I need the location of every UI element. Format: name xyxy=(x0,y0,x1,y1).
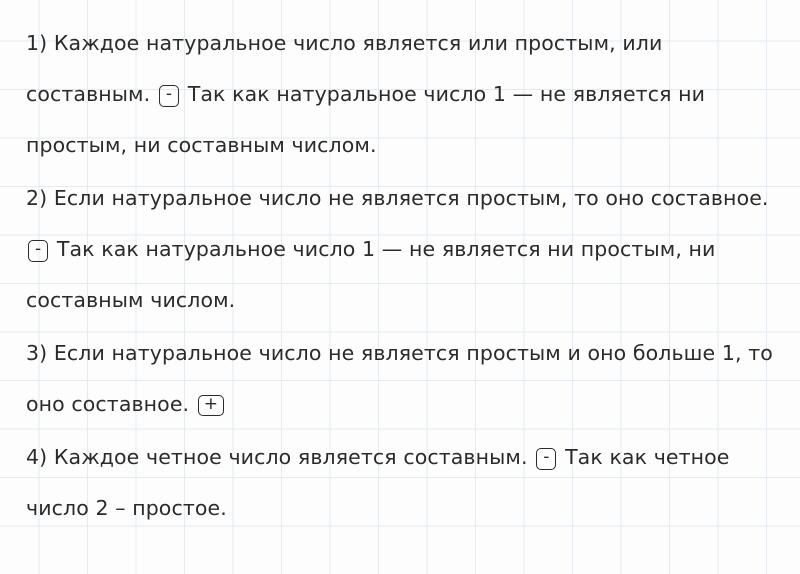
item-number-2: 2) xyxy=(26,186,48,210)
answer-item-4 xyxy=(26,432,776,534)
item-number-1: 1) xyxy=(26,31,48,55)
mark-badge-3: + xyxy=(198,395,224,416)
item-explanation-2: Так как натуральное число 1 — не является ни простым, ни составным числом. xyxy=(26,237,716,312)
item-number-3: 3) xyxy=(26,341,48,365)
answer-item-3 xyxy=(26,328,776,430)
item-explanation-1: Так как натуральное число 1 — не является ни простым, ни составным числом. xyxy=(26,82,706,157)
item-statement-3: Если натуральное число не является простым и оно больше 1, то оно составное. xyxy=(26,341,773,416)
item-statement-1: Каждое натуральное число является или простым, или составным. xyxy=(26,31,663,106)
answer-list xyxy=(26,18,776,534)
item-number-4: 4) xyxy=(26,445,48,469)
item-explanation-4: Так как четное число 2 – простое. xyxy=(26,445,730,520)
mark-badge-4: - xyxy=(536,448,556,470)
answer-item-1 xyxy=(26,18,776,171)
mark-badge-2: - xyxy=(28,240,48,262)
item-statement-2: Если натуральное число не является простым, то оно составное. xyxy=(53,186,769,210)
answer-item-2 xyxy=(26,173,776,326)
item-statement-4: Каждое четное число является составным. xyxy=(53,445,528,469)
mark-badge-1: - xyxy=(159,85,179,107)
